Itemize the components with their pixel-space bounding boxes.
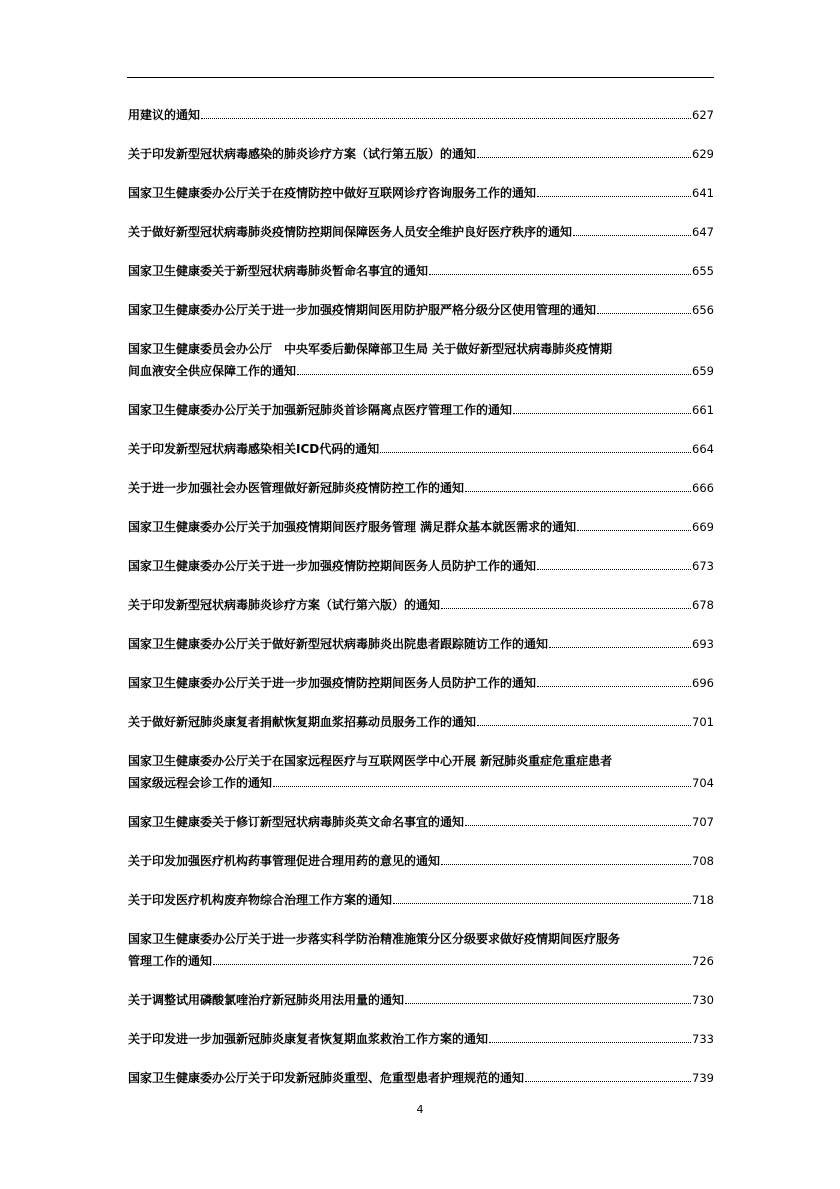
toc-entry-page: 696 (692, 676, 714, 690)
toc-entry-title: 国家卫生健康委办公厅关于印发新冠肺炎重型、危重型患者护理规范的通知 (128, 1071, 525, 1085)
toc-entry-leader-line (128, 672, 714, 694)
toc-entry-title: 国家卫生健康委关于修订新型冠状病毒肺炎英文命名事宜的通知 (128, 815, 465, 829)
toc-entry[interactable] (128, 672, 714, 694)
toc-entry-page: 629 (692, 147, 714, 161)
toc-entry-title: 关于做好新冠肺炎康复者捐献恢复期血浆招募动员服务工作的通知 (128, 715, 477, 729)
toc-entry-page: 678 (692, 598, 714, 612)
toc-entry-title: 关于印发医疗机构废弃物综合治理工作方案的通知 (128, 893, 393, 907)
toc-entry-leader-line (128, 989, 714, 1011)
toc-entry-title: 国家卫生健康委办公厅关于进一步加强疫情期间医用防护服严格分级分区使用管理的通知 (128, 303, 597, 317)
toc-entry-leader-line (128, 260, 714, 282)
dot-leader (213, 964, 691, 965)
dot-leader (537, 569, 691, 570)
toc-entry-title: 国家级远程会诊工作的通知 (128, 776, 273, 790)
toc-entry[interactable] (128, 1028, 714, 1050)
toc-entry[interactable] (128, 555, 714, 577)
toc-entry-page: 726 (692, 954, 714, 968)
dot-leader (393, 903, 691, 904)
toc-entry-title: 管理工作的通知 (128, 954, 213, 968)
dot-leader (441, 864, 691, 865)
toc-entry-leader-line (128, 182, 714, 204)
dot-leader (577, 530, 691, 531)
header-rule (127, 77, 714, 78)
toc-entry[interactable] (128, 811, 714, 833)
toc-entry-leader-line (128, 104, 714, 126)
toc-entry-leader-line (128, 555, 714, 577)
toc-entry-page: 733 (692, 1032, 714, 1046)
toc-entry-title: 关于印发新型冠状病毒感染的肺炎诊疗方案（试行第五版）的通知 (128, 147, 477, 161)
toc-entry[interactable] (128, 633, 714, 655)
toc-entry-page: 739 (692, 1071, 714, 1085)
toc-entry-page: 627 (692, 108, 714, 122)
table-of-contents (128, 104, 714, 1106)
dot-leader (537, 196, 691, 197)
toc-entry[interactable] (128, 338, 714, 382)
dot-leader (380, 452, 691, 453)
dot-leader (441, 608, 691, 609)
toc-entry-leader-line (128, 299, 714, 321)
toc-entry-page: 656 (692, 303, 714, 317)
toc-entry[interactable] (128, 260, 714, 282)
toc-entry-page: 666 (692, 481, 714, 495)
toc-entry-title: 关于印发进一步加强新冠肺炎康复者恢复期血浆救治工作方案的通知 (128, 1032, 489, 1046)
toc-entry-title: 关于进一步加强社会办医管理做好新冠肺炎疫情防控工作的通知 (128, 481, 465, 495)
toc-entry-title: 用建议的通知 (128, 108, 201, 122)
toc-entry-title-line1: 国家卫生健康委办公厅关于进一步落实科学防治精准施策分区分级要求做好疫情期间医疗服务 (128, 932, 621, 946)
toc-entry-title: 间血液安全供应保障工作的通知 (128, 364, 297, 378)
toc-entry[interactable] (128, 850, 714, 872)
toc-entry-leader-line (128, 594, 714, 616)
dot-leader (477, 725, 691, 726)
toc-entry-title: 国家卫生健康委办公厅关于做好新型冠状病毒肺炎出院患者跟踪随访工作的通知 (128, 637, 549, 651)
toc-entry-title-line1: 国家卫生健康委员会办公厅 中央军委后勤保障部卫生局 关于做好新型冠状病毒肺炎疫情期 (128, 342, 613, 356)
toc-entry[interactable] (128, 143, 714, 165)
toc-entry-title: 国家卫生健康委关于新型冠状病毒肺炎暂命名事宜的通知 (128, 264, 429, 278)
toc-entry-title: 关于印发加强医疗机构药事管理促进合理用药的意见的通知 (128, 854, 441, 868)
toc-entry[interactable] (128, 711, 714, 733)
toc-entry-title: 国家卫生健康委办公厅关于在疫情防控中做好互联网诊疗咨询服务工作的通知 (128, 186, 537, 200)
dot-leader (297, 374, 691, 375)
toc-entry-leader-line (128, 711, 714, 733)
toc-entry[interactable] (128, 221, 714, 243)
dot-leader (525, 1081, 691, 1082)
toc-entry-page: 641 (692, 186, 714, 200)
toc-entry-leader-line (128, 399, 714, 421)
dot-leader (513, 413, 691, 414)
dot-leader (273, 786, 691, 787)
toc-entry[interactable] (128, 438, 714, 460)
toc-entry[interactable] (128, 516, 714, 538)
dot-leader (429, 274, 691, 275)
dot-leader (477, 157, 691, 158)
toc-entry-leader-line (128, 811, 714, 833)
toc-entry-leader-line (128, 516, 714, 538)
toc-entry-leader-line (128, 438, 714, 460)
toc-entry-title: 关于印发新型冠状病毒肺炎诊疗方案（试行第六版）的通知 (128, 598, 441, 612)
toc-entry[interactable] (128, 928, 714, 972)
toc-entry-title: 关于做好新型冠状病毒肺炎疫情防控期间保障医务人员安全维护良好医疗秩序的通知 (128, 225, 573, 239)
toc-entry-page: 655 (692, 264, 714, 278)
toc-entry-page: 708 (692, 854, 714, 868)
toc-entry[interactable] (128, 182, 714, 204)
dot-leader (465, 825, 691, 826)
toc-entry-leader-line (128, 633, 714, 655)
toc-entry-title: 国家卫生健康委办公厅关于加强新冠肺炎首诊隔离点医疗管理工作的通知 (128, 403, 513, 417)
toc-entry[interactable] (128, 594, 714, 616)
toc-entry-page: 664 (692, 442, 714, 456)
toc-entry-page: 707 (692, 815, 714, 829)
dot-leader (549, 647, 691, 648)
toc-entry-leader-line (128, 1028, 714, 1050)
toc-entry[interactable] (128, 477, 714, 499)
dot-leader (597, 313, 691, 314)
dot-leader (573, 235, 691, 236)
toc-entry[interactable] (128, 989, 714, 1011)
toc-entry-page: 661 (692, 403, 714, 417)
toc-entry-page: 669 (692, 520, 714, 534)
toc-entry-page: 701 (692, 715, 714, 729)
toc-entry-leader-line (128, 221, 714, 243)
toc-entry-leader-line (128, 950, 714, 972)
toc-entry-title-line1: 国家卫生健康委办公厅关于在国家远程医疗与互联网医学中心开展 新冠肺炎重症危重症患者 (128, 754, 613, 768)
page-number: 4 (416, 1103, 424, 1116)
toc-entry-leader-line (128, 143, 714, 165)
toc-entry[interactable] (128, 1067, 714, 1089)
toc-entry[interactable] (128, 399, 714, 421)
toc-entry-page: 718 (692, 893, 714, 907)
dot-leader (465, 491, 691, 492)
toc-entry-leader-line (128, 1067, 714, 1089)
toc-entry-page: 693 (692, 637, 714, 651)
toc-entry-page: 673 (692, 559, 714, 573)
toc-entry[interactable] (128, 104, 714, 126)
toc-entry-title: 国家卫生健康委办公厅关于加强疫情期间医疗服务管理 满足群众基本就医需求的通知 (128, 520, 577, 534)
toc-entry-page: 659 (692, 364, 714, 378)
toc-entry-page: 647 (692, 225, 714, 239)
toc-entry[interactable] (128, 889, 714, 911)
dot-leader (489, 1042, 691, 1043)
dot-leader (537, 686, 691, 687)
toc-entry-leader-line (128, 477, 714, 499)
toc-entry-title: 关于印发新型冠状病毒感染相关ICD代码的通知 (128, 442, 380, 456)
toc-entry-title: 国家卫生健康委办公厅关于进一步加强疫情防控期间医务人员防护工作的通知 (128, 559, 537, 573)
dot-leader (405, 1003, 691, 1004)
dot-leader (201, 118, 691, 119)
toc-entry-leader-line (128, 772, 714, 794)
toc-entry-leader-line (128, 850, 714, 872)
toc-entry-title: 国家卫生健康委办公厅关于进一步加强疫情防控期间医务人员防护工作的通知 (128, 676, 537, 690)
toc-entry[interactable] (128, 750, 714, 794)
toc-entry-page: 704 (692, 776, 714, 790)
toc-entry-title: 关于调整试用磷酸氯喹治疗新冠肺炎用法用量的通知 (128, 993, 405, 1007)
toc-entry-page: 730 (692, 993, 714, 1007)
toc-entry-leader-line (128, 889, 714, 911)
toc-entry[interactable] (128, 299, 714, 321)
toc-entry-leader-line (128, 360, 714, 382)
